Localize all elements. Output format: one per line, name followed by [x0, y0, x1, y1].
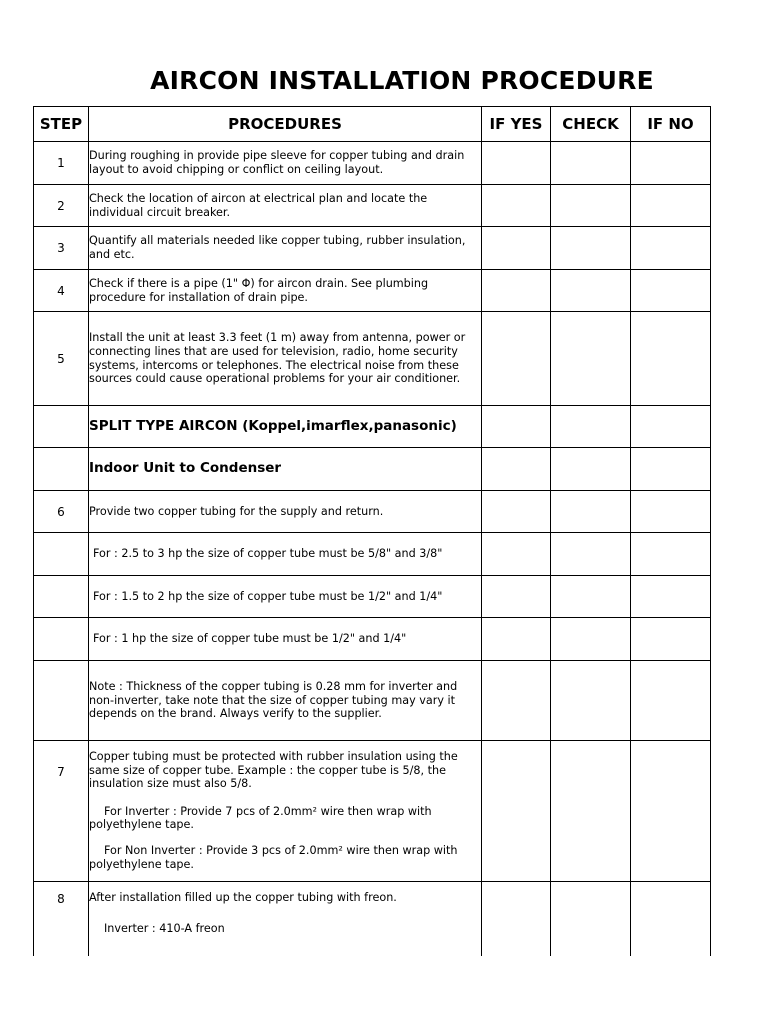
- procedure-note: Note : Thickness of the copper tubing is 0.28 mm for inverter and non-inverter, take note that the size of copper tubing may vary it depends on the brand. Always verify to the supplier.: [89, 661, 482, 741]
- table-row: [34, 661, 711, 741]
- procedure-text: For : 1.5 to 2 hp the size of copper tube must be 1/2" and 1/4": [89, 576, 482, 618]
- procedure-subtext: For Non Inverter : Provide 3 pcs of 2.0mm² wire then wrap with polyethylene tape.: [89, 843, 458, 871]
- if-yes-cell[interactable]: [482, 618, 551, 661]
- if-yes-cell[interactable]: [482, 491, 551, 533]
- check-cell[interactable]: [551, 741, 631, 882]
- procedure-text: After installation filled up the copper tubing with freon.: [89, 891, 397, 904]
- step-number: [34, 533, 89, 576]
- table-row: [34, 741, 711, 882]
- table-row: [34, 882, 711, 956]
- table-row: [34, 270, 711, 312]
- if-no-cell[interactable]: [631, 227, 711, 270]
- table-row: [34, 533, 711, 576]
- procedure-text: For : 1 hp the size of copper tube must be 1/2" and 1/4": [89, 618, 482, 661]
- check-cell[interactable]: [551, 661, 631, 741]
- if-no-cell[interactable]: [631, 491, 711, 533]
- if-yes-cell[interactable]: [482, 185, 551, 227]
- section-subheading: Indoor Unit to Condenser: [89, 448, 482, 491]
- step-number: [34, 618, 89, 661]
- step-number: 8: [34, 882, 89, 956]
- if-yes-cell[interactable]: [482, 312, 551, 406]
- if-yes-cell[interactable]: [482, 227, 551, 270]
- check-cell[interactable]: [551, 882, 631, 956]
- table-row: [34, 185, 711, 227]
- if-no-cell[interactable]: [631, 618, 711, 661]
- page-title: AIRCON INSTALLATION PROCEDURE: [150, 66, 654, 95]
- procedure-subtext: Inverter : 410-A freon: [104, 921, 225, 935]
- check-cell[interactable]: [551, 142, 631, 185]
- if-no-cell[interactable]: [631, 312, 711, 406]
- if-yes-cell[interactable]: [482, 661, 551, 741]
- table-row: [34, 142, 711, 185]
- procedure-text-block: [89, 741, 482, 882]
- table-row: [34, 227, 711, 270]
- step-number: 1: [34, 142, 89, 185]
- header-if-yes: IF YES: [482, 107, 551, 142]
- header-if-no: IF NO: [631, 107, 711, 142]
- if-no-cell[interactable]: [631, 406, 711, 448]
- step-number: 6: [34, 491, 89, 533]
- check-cell[interactable]: [551, 448, 631, 491]
- procedure-text-block: [89, 882, 482, 956]
- if-yes-cell[interactable]: [482, 270, 551, 312]
- check-cell[interactable]: [551, 618, 631, 661]
- if-yes-cell[interactable]: [482, 882, 551, 956]
- procedure-text: Check if there is a pipe (1" Φ) for aircon drain. See plumbing procedure for installation of drain pipe.: [89, 270, 482, 312]
- procedure-text: During roughing in provide pipe sleeve for copper tubing and drain layout to avoid chipping or conflict on ceiling layout.: [89, 142, 482, 185]
- if-no-cell[interactable]: [631, 576, 711, 618]
- header-procedures: PROCEDURES: [89, 107, 482, 142]
- procedure-subtext: For Inverter : Provide 7 pcs of 2.0mm² wire then wrap with polyethylene tape.: [89, 804, 432, 832]
- check-cell[interactable]: [551, 491, 631, 533]
- if-yes-cell[interactable]: [482, 406, 551, 448]
- procedure-text: Copper tubing must be protected with rubber insulation using the same size of copper tube. Example : the copper tube is 5/8, the insulation size must also 5/8.: [89, 750, 458, 791]
- table-row: [34, 618, 711, 661]
- check-cell[interactable]: [551, 576, 631, 618]
- if-no-cell[interactable]: [631, 270, 711, 312]
- table-row: [34, 576, 711, 618]
- check-cell[interactable]: [551, 406, 631, 448]
- if-no-cell[interactable]: [631, 661, 711, 741]
- procedure-text: For : 2.5 to 3 hp the size of copper tube must be 5/8" and 3/8": [89, 533, 482, 576]
- if-no-cell[interactable]: [631, 882, 711, 956]
- table-header-row: [34, 107, 711, 142]
- check-cell[interactable]: [551, 533, 631, 576]
- if-yes-cell[interactable]: [482, 576, 551, 618]
- if-no-cell[interactable]: [631, 533, 711, 576]
- if-no-cell[interactable]: [631, 142, 711, 185]
- table-row: [34, 448, 711, 491]
- procedure-text: Provide two copper tubing for the supply and return.: [89, 491, 482, 533]
- step-number: 7: [34, 741, 89, 882]
- header-check: CHECK: [551, 107, 631, 142]
- check-cell[interactable]: [551, 312, 631, 406]
- step-number: 5: [34, 312, 89, 406]
- if-no-cell[interactable]: [631, 185, 711, 227]
- step-number: 3: [34, 227, 89, 270]
- if-no-cell[interactable]: [631, 741, 711, 882]
- procedure-table: [33, 106, 711, 956]
- header-step: STEP: [34, 107, 89, 142]
- step-number: [34, 576, 89, 618]
- step-number: 4: [34, 270, 89, 312]
- table-row: [34, 491, 711, 533]
- step-number: [34, 448, 89, 491]
- check-cell[interactable]: [551, 185, 631, 227]
- procedure-text: Install the unit at least 3.3 feet (1 m) away from antenna, power or connecting lines that are used for television, radio, home security systems, intercoms or telephones. The electrical noise from these sources could cause operational problems for your air conditioner.: [89, 312, 482, 406]
- check-cell[interactable]: [551, 270, 631, 312]
- if-yes-cell[interactable]: [482, 533, 551, 576]
- section-heading: SPLIT TYPE AIRCON (Koppel,imarflex,panasonic): [89, 406, 482, 448]
- table-row: [34, 406, 711, 448]
- table-row: [34, 312, 711, 406]
- procedure-text: Quantify all materials needed like copper tubing, rubber insulation, and etc.: [89, 227, 482, 270]
- check-cell[interactable]: [551, 227, 631, 270]
- step-number: [34, 661, 89, 741]
- procedure-text: Check the location of aircon at electrical plan and locate the individual circuit breaker.: [89, 185, 482, 227]
- step-number: 2: [34, 185, 89, 227]
- if-yes-cell[interactable]: [482, 448, 551, 491]
- if-yes-cell[interactable]: [482, 142, 551, 185]
- if-yes-cell[interactable]: [482, 741, 551, 882]
- if-no-cell[interactable]: [631, 448, 711, 491]
- step-number: [34, 406, 89, 448]
